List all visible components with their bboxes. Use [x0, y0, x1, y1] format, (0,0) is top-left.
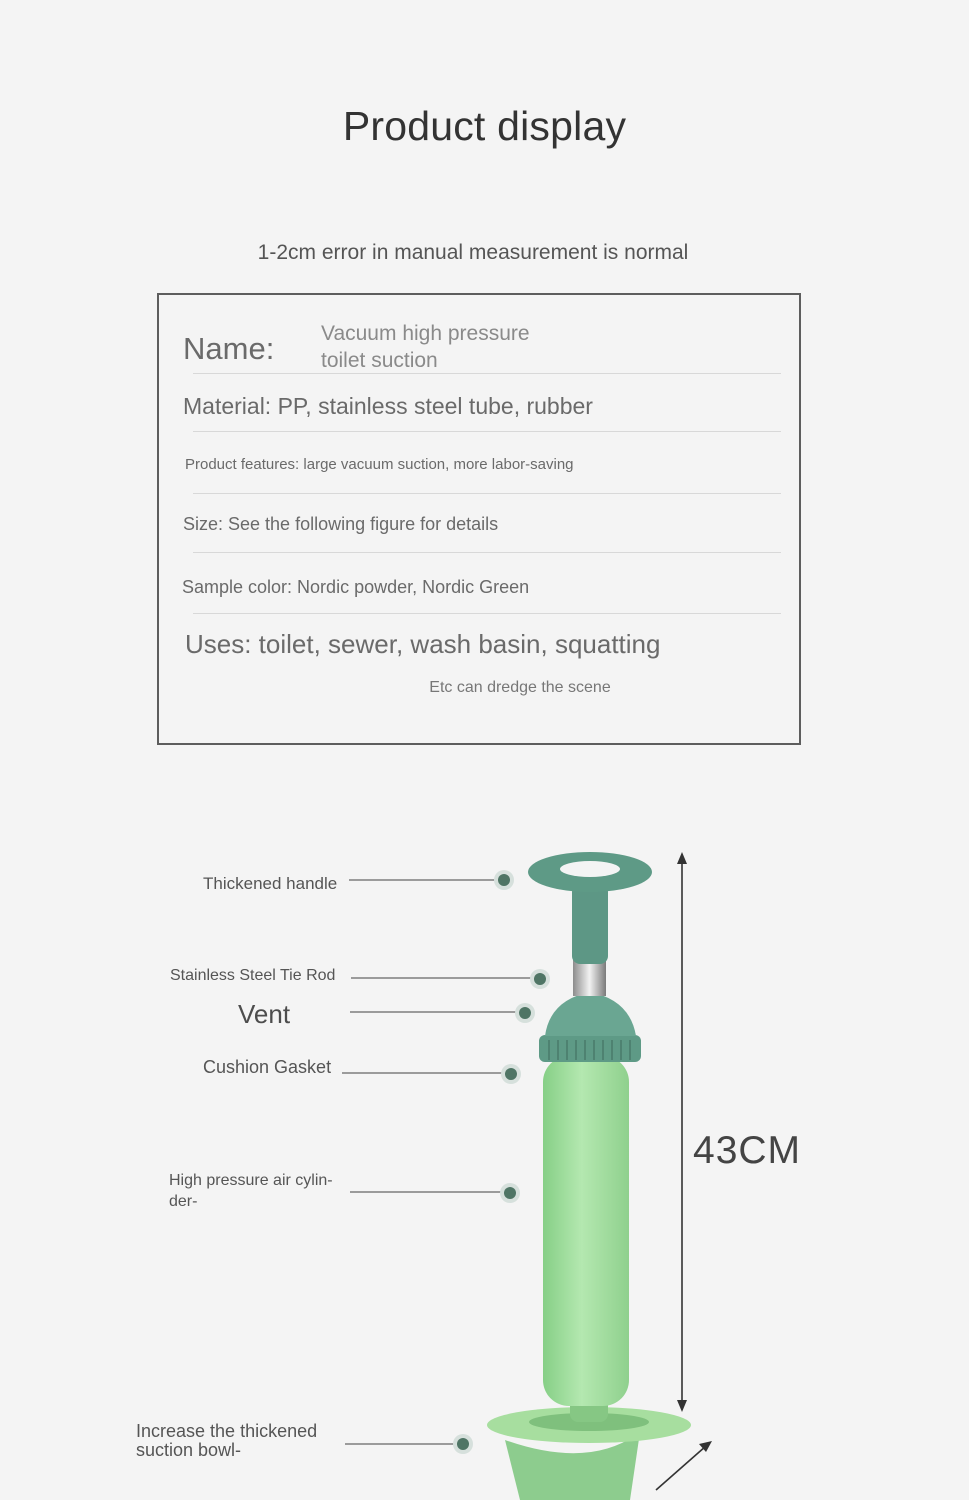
- callout-air-cylinder: High pressure air cylin- der-: [169, 1172, 333, 1210]
- features-row: Product features: large vacuum suction, more labor-saving: [185, 456, 574, 473]
- callout-cushion-gasket: Cushion Gasket: [203, 1057, 332, 1077]
- callout-tie-rod: Stainless Steel Tie Rod: [170, 967, 336, 984]
- callout-vent: Vent: [238, 999, 291, 1029]
- measurement-note: 1-2cm error in manual measurement is normal: [257, 241, 689, 264]
- uses-continued-text: Etc can dredge the scene: [429, 679, 611, 696]
- material-row: Material: PP, stainless steel tube, rubber: [183, 393, 593, 419]
- name-value-line1: Vacuum high pressure: [321, 322, 530, 345]
- name-value-line2: toilet suction: [321, 349, 438, 372]
- name-label: Name:: [183, 331, 275, 366]
- callout-dots: [453, 870, 550, 1454]
- callout-suction-bowl: Increase the thickened suction bowl-: [136, 1421, 318, 1460]
- height-dimension: 43CM: [693, 1129, 802, 1172]
- uses-row: Uses: toilet, sewer, wash basin, squatting: [185, 629, 661, 659]
- sample-color-row: Sample color: Nordic powder, Nordic Green: [182, 577, 530, 597]
- page-title: Product display: [342, 103, 627, 149]
- callout-thickened-handle: Thickened handle: [203, 874, 338, 893]
- size-row: Size: See the following figure for details: [183, 514, 499, 534]
- plunger-illustration: [487, 852, 691, 1500]
- leader-lines: [342, 880, 536, 1444]
